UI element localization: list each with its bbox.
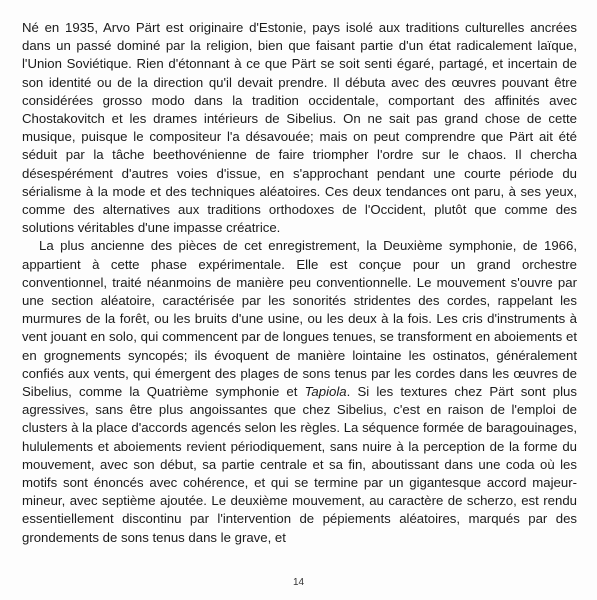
body-text (22, 19, 577, 547)
paragraph-text: La plus ancienne des pièces de cet enregistrement, la Deuxième symphonie, de 1966, appartient à cette phase expérimentale. Elle est conçue pour un grand orchestre conventionnel, traité néanmoins de manière peu conventionnelle. Le mouvement s'ouvre par une section aléatoire, caractérisée par les sonorités stridentes des cordes, rappelant les murmures de la forêt, ou les bruits d'une usine, ou les deux à la fois. Les cris d'instruments à vent jouant en solo, qui commencent par de longues tenues, se transforment en aboiements et en grognements syncopés; ils évoquent de manière lointaine les ostinatos, généralement confiés aux vents, qui émergent des plages de sons tenus par les cordes dans les œuvres de Sibelius, comme la Quatrième symphonie et (22, 238, 577, 400)
paragraph-text: Né en 1935, Arvo Pärt est originaire d'Estonie, pays isolé aux traditions culturelles ancrées dans un passé dominé par la religion, bien que faisant partie d'un état radicalement laïque, l'Union Soviétique. Rien d'étonnant à ce que Pärt se soit senti égaré, partagé, et incertain de son identité ou de la direction qu'il devait prendre. Il débuta avec des œuvres pouvant être considérées grosso modo dans la tradition occidentale, comportant des affinités avec Chostakovitch et les drames intérieurs de Sibelius. On ne sait pas grand chose de cette musique, puisque le compositeur l'a désavouée; mais on peut comprendre que Pärt ait été séduit par la tâche beethovénienne de faire triompher l'ordre sur le chaos. Il chercha désespérément d'autres voies d'issue, en s'approchant pendant une courte période du sérialisme à la mode et des techniques aléatoires. Ces deux tendances ont paru, à ses yeux, comme des alternatives aux traditions orthodoxes de l'Occident, plutôt que comme des solutions véritables d'une impasse créatrice. (22, 20, 577, 236)
paragraph (22, 19, 577, 237)
paragraph-text: . Si les textures chez Pärt sont plus agressives, sans être plus angoissantes que chez Sibelius, c'est en raison de l'emploi de clusters à la place d'accords agencés selon les règles. La séquence formée de baragouinages, hululements et aboiements revient périodiquement, sans nuire à la perception de la forme du mouvement, avec son début, sa partie centrale et sa fin, aboutissant dans une coda où les motifs sont énoncés avec cohérence, et qui se termine par un gigantesque accord majeur-mineur, avec septième ajoutée. Le deuxième mouvement, au caractère de scherzo, est rendu essentiellement discontinu par l'intervention de pépiements aléatoires, marqués par des grondements de sons tenus dans le grave, et (22, 384, 577, 545)
paragraph (22, 237, 577, 546)
work-title: Tapiola (304, 384, 347, 400)
page-number: 14 (292, 577, 305, 588)
